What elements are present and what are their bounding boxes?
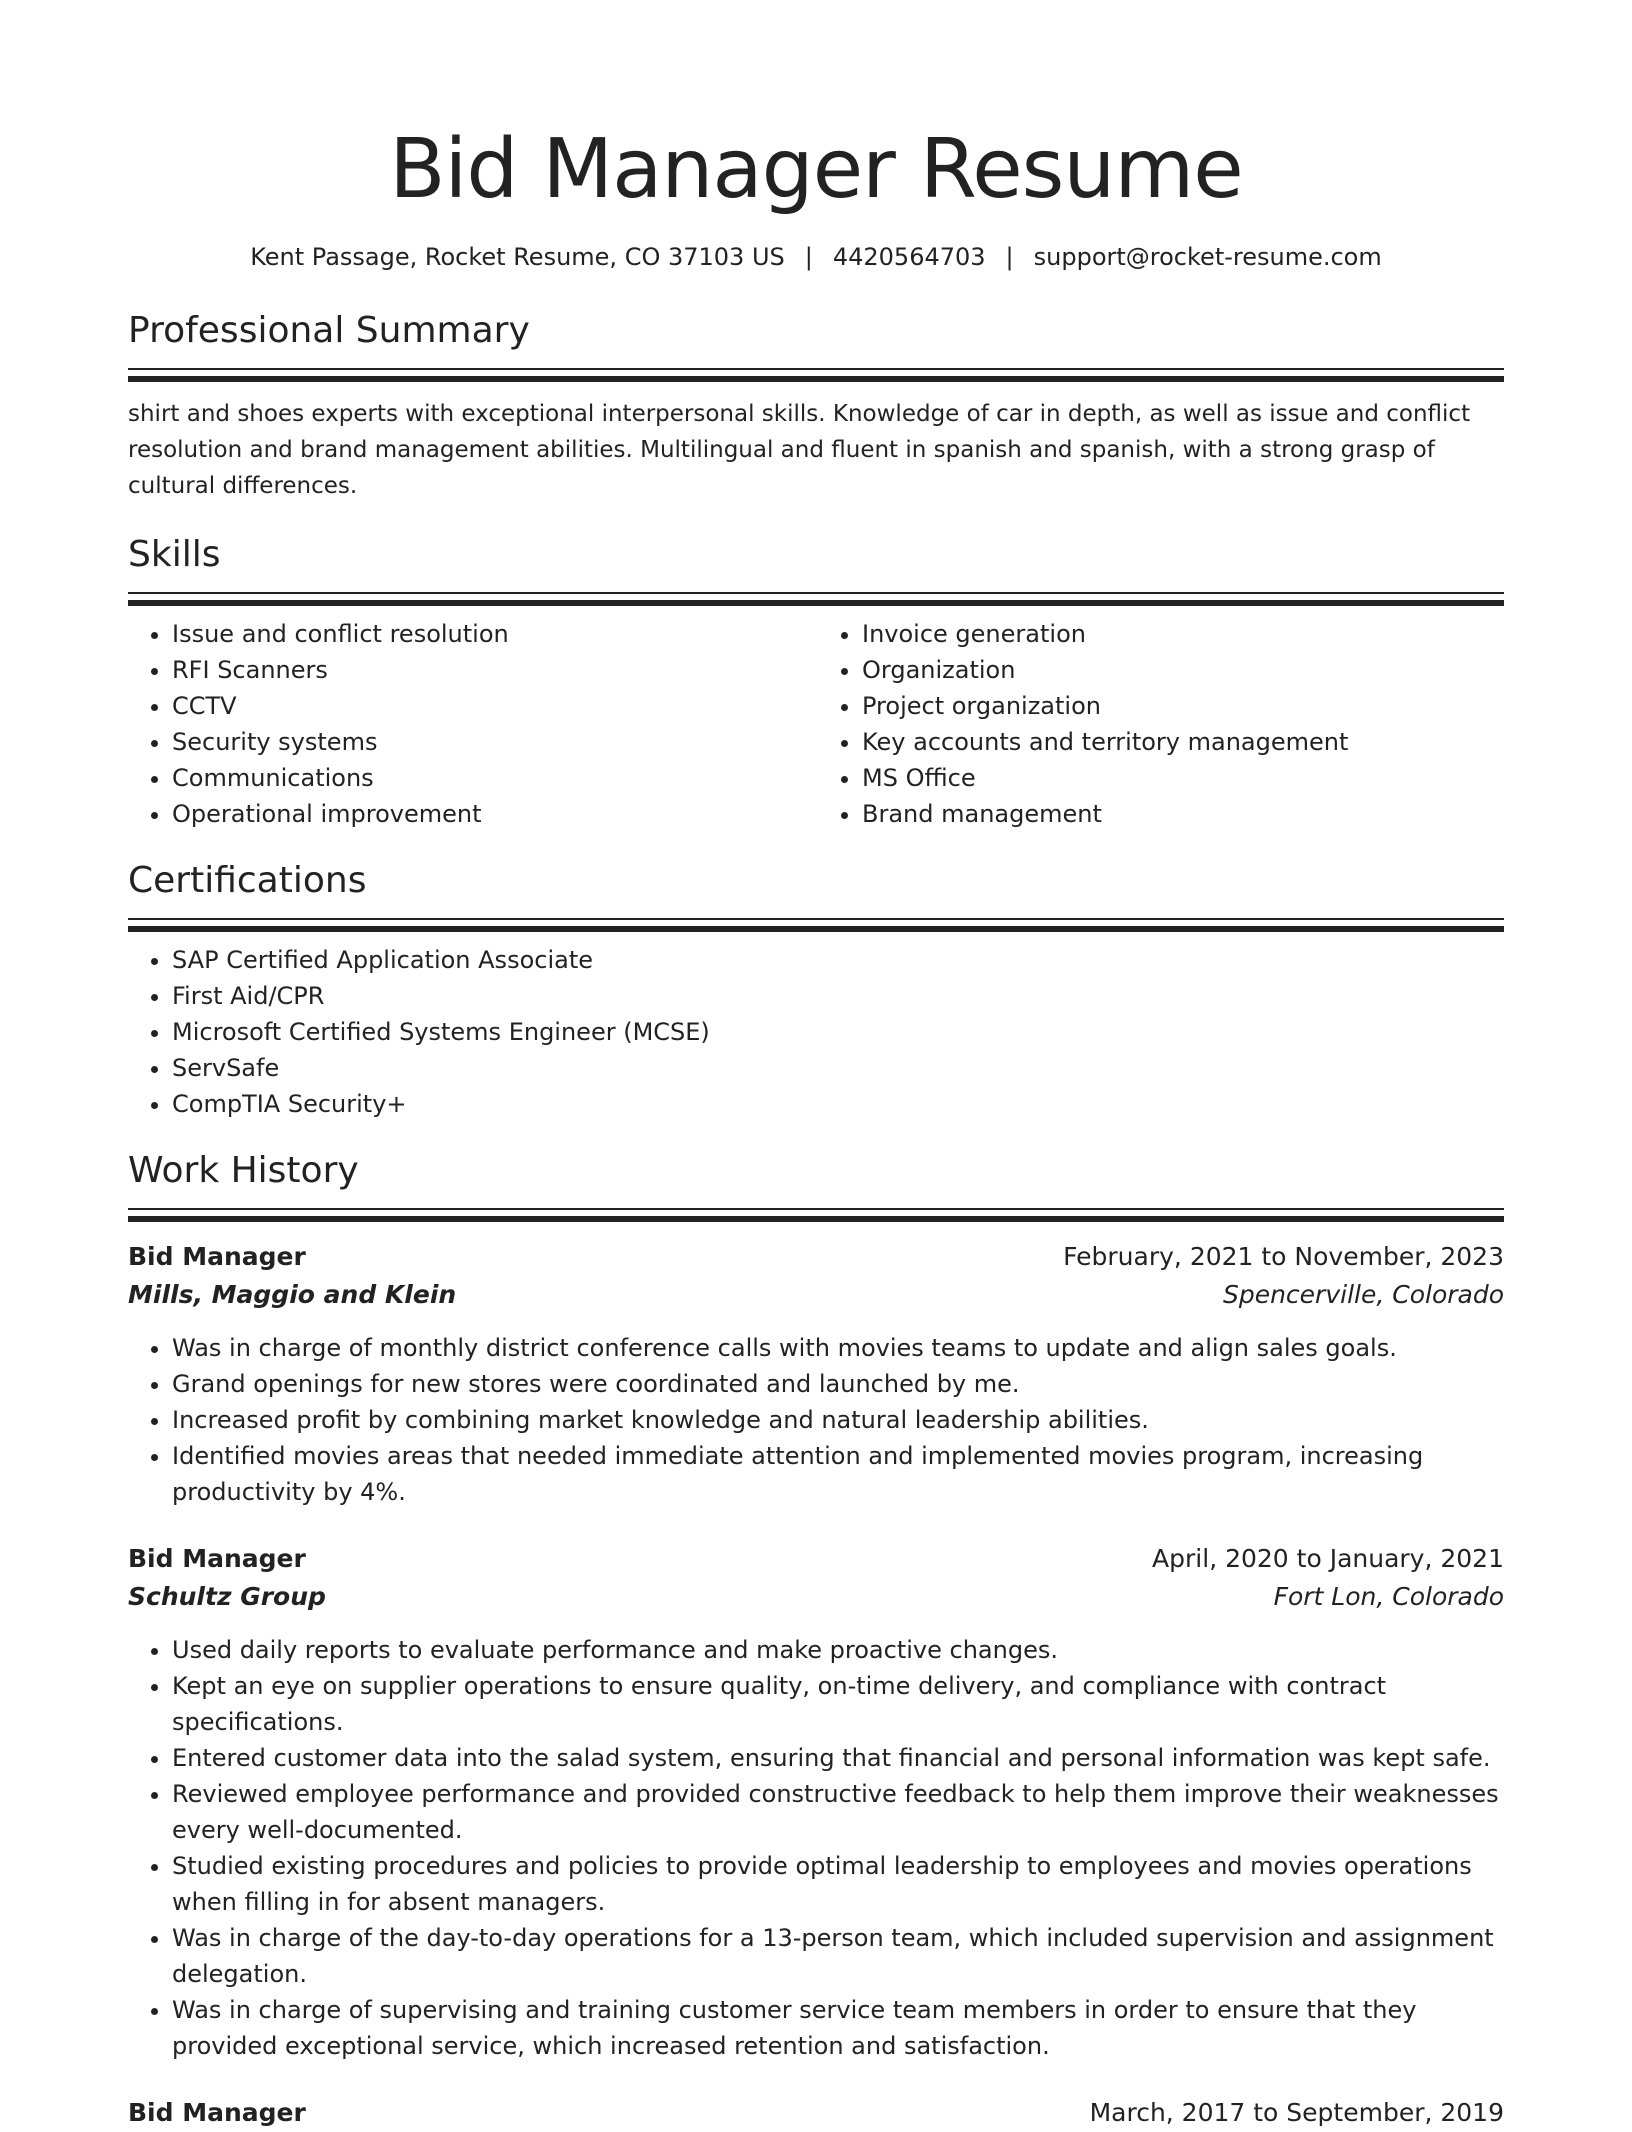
skills-heading: Skills <box>128 534 221 575</box>
job-bullet: • Entered customer data into the salad system, ensuring that financial and personal information was kept safe. <box>172 1740 1504 1776</box>
job-bullets <box>128 1632 1504 2064</box>
skills-list-left <box>128 616 814 832</box>
job-dates: March, 2017 to September, 2019 <box>1089 2098 1504 2127</box>
certifications-list <box>128 942 1504 1122</box>
job-title: Bid Manager <box>128 1544 306 1573</box>
job-bullet: • Identified movies areas that needed immediate attention and implemented movies program, increasing productivity by 4%. <box>172 1438 1504 1510</box>
certification-item: • Microsoft Certified Systems Engineer (MCSE) <box>172 1014 1504 1050</box>
job-entry <box>128 2094 1504 2132</box>
job-bullet: • Studied existing procedures and policies to provide optimal leadership to employees and movies operations when filling in for absent managers. <box>172 1848 1504 1920</box>
job-location: Fort Lon, Colorado <box>1273 1582 1504 1611</box>
summary-text: shirt and shoes experts with exceptional interpersonal skills. Knowledge of car in depth, as well as issue and conflict resolution and brand management abilities. Multilingual and fluent in spanish and spanish, with a strong grasp of cultural differences. <box>128 401 1471 499</box>
section-divider <box>128 368 1504 380</box>
job-bullet: • Kept an eye on supplier operations to ensure quality, on-time delivery, and compliance with contract specifications. <box>172 1668 1504 1740</box>
job-title: Bid Manager <box>128 2098 306 2127</box>
skill-item: • CCTV <box>172 688 814 724</box>
skill-item: • Communications <box>172 760 814 796</box>
certification-item: • First Aid/CPR <box>172 978 1504 1014</box>
summary-section <box>128 308 1504 504</box>
certification-item: • SAP Certified Application Associate <box>172 942 1504 978</box>
job-dates: February, 2021 to November, 2023 <box>1063 1242 1504 1271</box>
contact-separator: | <box>804 243 813 271</box>
job-company-row <box>128 1276 1504 1314</box>
job-bullet: • Reviewed employee performance and provided constructive feedback to help them improve their weaknesses every well-documented. <box>172 1776 1504 1848</box>
skill-item: • Brand management <box>862 796 1504 832</box>
job-bullet: • Increased profit by combining market knowledge and natural leadership abilities. <box>172 1402 1504 1438</box>
section-divider <box>128 918 1504 930</box>
skill-item: • Organization <box>862 652 1504 688</box>
job-header-row <box>128 2094 1504 2132</box>
work-history-heading: Work History <box>128 1150 359 1191</box>
job-header-row <box>128 1238 1504 1276</box>
summary-heading: Professional Summary <box>128 310 530 351</box>
job-entry <box>128 1238 1504 1510</box>
skill-item: • Operational improvement <box>172 796 814 832</box>
work-history-section <box>128 1148 1504 2132</box>
job-bullet: • Was in charge of monthly district conference calls with movies teams to update and align sales goals. <box>172 1330 1504 1366</box>
contact-phone: 4420564703 <box>832 243 986 271</box>
job-company: Schultz Group <box>128 1582 326 1611</box>
resume-title: Bid Manager Resume <box>389 122 1243 217</box>
job-bullet: • Grand openings for new stores were coordinated and launched by me. <box>172 1366 1504 1402</box>
contact-line <box>128 240 1504 274</box>
certifications-heading: Certifications <box>128 860 367 901</box>
skills-list-right <box>814 616 1504 832</box>
certification-item: • CompTIA Security+ <box>172 1086 1504 1122</box>
job-header-row <box>128 1540 1504 1578</box>
job-dates: April, 2020 to January, 2021 <box>1152 1544 1504 1573</box>
skill-item: • Issue and conflict resolution <box>172 616 814 652</box>
certifications-section <box>128 858 1504 1122</box>
job-company-row <box>128 1578 1504 1616</box>
skill-item: • Invoice generation <box>862 616 1504 652</box>
resume-page <box>128 0 1504 2132</box>
skill-item: • RFI Scanners <box>172 652 814 688</box>
job-bullet: • Used daily reports to evaluate performance and make proactive changes. <box>172 1632 1504 1668</box>
skill-item: • Project organization <box>862 688 1504 724</box>
skills-columns <box>128 616 1504 832</box>
section-divider <box>128 592 1504 604</box>
job-location: Spencerville, Colorado <box>1222 1280 1504 1309</box>
skill-item: • MS Office <box>862 760 1504 796</box>
section-divider <box>128 1208 1504 1220</box>
contact-separator: | <box>1005 243 1014 271</box>
skill-item: • Key accounts and territory management <box>862 724 1504 760</box>
skill-item: • Security systems <box>172 724 814 760</box>
contact-email[interactable]: support@rocket-resume.com <box>1033 243 1382 271</box>
job-title: Bid Manager <box>128 1242 306 1271</box>
job-bullets <box>128 1330 1504 1510</box>
job-bullet: • Was in charge of supervising and training customer service team members in order to ensure that they provided exceptional service, which increased retention and satisfaction. <box>172 1992 1504 2064</box>
job-bullet: • Was in charge of the day-to-day operations for a 13-person team, which included supervision and assignment delegation. <box>172 1920 1504 1992</box>
job-company: Mills, Maggio and Klein <box>128 1280 457 1309</box>
certification-item: • ServSafe <box>172 1050 1504 1086</box>
job-entry <box>128 1540 1504 2064</box>
contact-address: Kent Passage, Rocket Resume, CO 37103 US <box>250 243 785 271</box>
skills-section <box>128 532 1504 832</box>
